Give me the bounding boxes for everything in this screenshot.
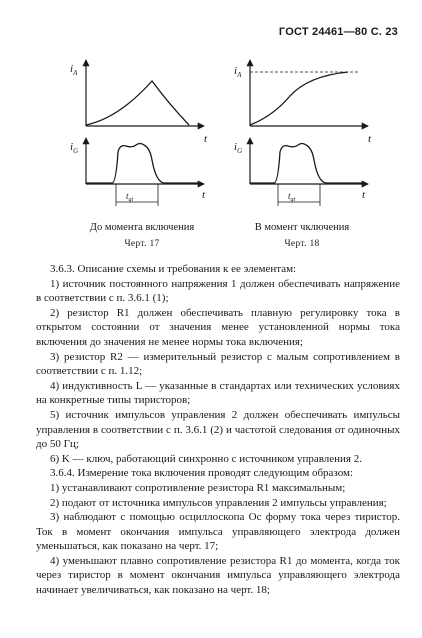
figure-17-graph <box>64 56 214 216</box>
paragraph: 3) резистор R2 — измерительный резистор с малым сопротивлением в соответствии с п. 1.12; <box>36 350 400 378</box>
gate-time-label: $t_{gt}$ <box>288 191 296 203</box>
body-text <box>36 262 400 598</box>
figure-number: Черт. 17 <box>124 239 160 249</box>
paragraph: 6) K — ключ, работающий синхронно с источником управления 2. <box>50 452 362 465</box>
paragraph: 2) резистор R1 должен обеспечивать плавную регулировку тока в открытом состоянии от значения менее установленной нормы тока включения до значения не менее нормы тока включения; <box>36 306 400 348</box>
caption-text: До момента включения <box>89 222 195 233</box>
top-t-label: t <box>368 133 372 145</box>
paragraph: 5) источник импульсов управления 2 должен обеспечивать импульсы управления в соответствии с п. 3.6.1 (2) и частотой следования от одиночных до 50 Гц; <box>36 408 400 451</box>
anode-current-curve <box>86 81 189 125</box>
paragraph: 2) подают от источника импульсов управления 2 импульсы управления; <box>50 496 387 509</box>
bottom-axis-label: $i_G$ <box>234 141 243 155</box>
top-t-label: t <box>204 133 208 145</box>
figure-18-graph <box>228 56 378 216</box>
caption-text: В момент чключения <box>254 222 350 233</box>
paragraph: 3.6.4. Измерение тока включения проводят следующим образом: <box>50 467 354 480</box>
figure-number: Черт. 18 <box>284 239 320 249</box>
paragraph: 1) устанавливают сопротивление резистора R1 максимальным; <box>50 481 346 494</box>
anode-current-curve <box>250 72 348 125</box>
paragraph: 4) уменьшают плавно сопротивление резистора R1 до момента, когда ток через тиристор в момент окончания импульса управляющего электрода начинает увеличиваться, как показано на черт. 18; <box>36 554 400 597</box>
paragraph: 3) наблюдают с помощью осциллоскопа Oc форму тока через тиристор. Ток в момент окончания импульса управляющего электрода должен уменьшаться, как показано на черт. 17; <box>36 511 400 553</box>
paragraph: 4) индуктивность L — указанные в стандартах или технических условиях на конкретные типы тиристоров; <box>36 379 400 407</box>
top-axis-label: $i_A$ <box>70 63 78 77</box>
gate-current-pulse <box>86 144 202 184</box>
figure-18-caption <box>232 222 372 249</box>
top-axis-label: $i_A$ <box>234 65 242 79</box>
gate-current-pulse <box>250 144 366 184</box>
bottom-t-label: t <box>362 189 366 201</box>
page-header: ГОСТ 24461—80 С. 23 <box>278 26 398 38</box>
paragraph: 3.6.3. Описание схемы и требования к ее элементам: <box>50 263 297 275</box>
bottom-t-label: t <box>202 189 206 201</box>
gate-time-label: $t_{gt}$ <box>126 191 134 203</box>
paragraph: 1) источник постоянного напряжения 1 должен обеспечивать напряжение в соответствии с п. 3.6.1 (1); <box>36 277 400 305</box>
figure-17-caption <box>72 222 212 249</box>
bottom-axis-label: $i_G$ <box>70 141 79 155</box>
